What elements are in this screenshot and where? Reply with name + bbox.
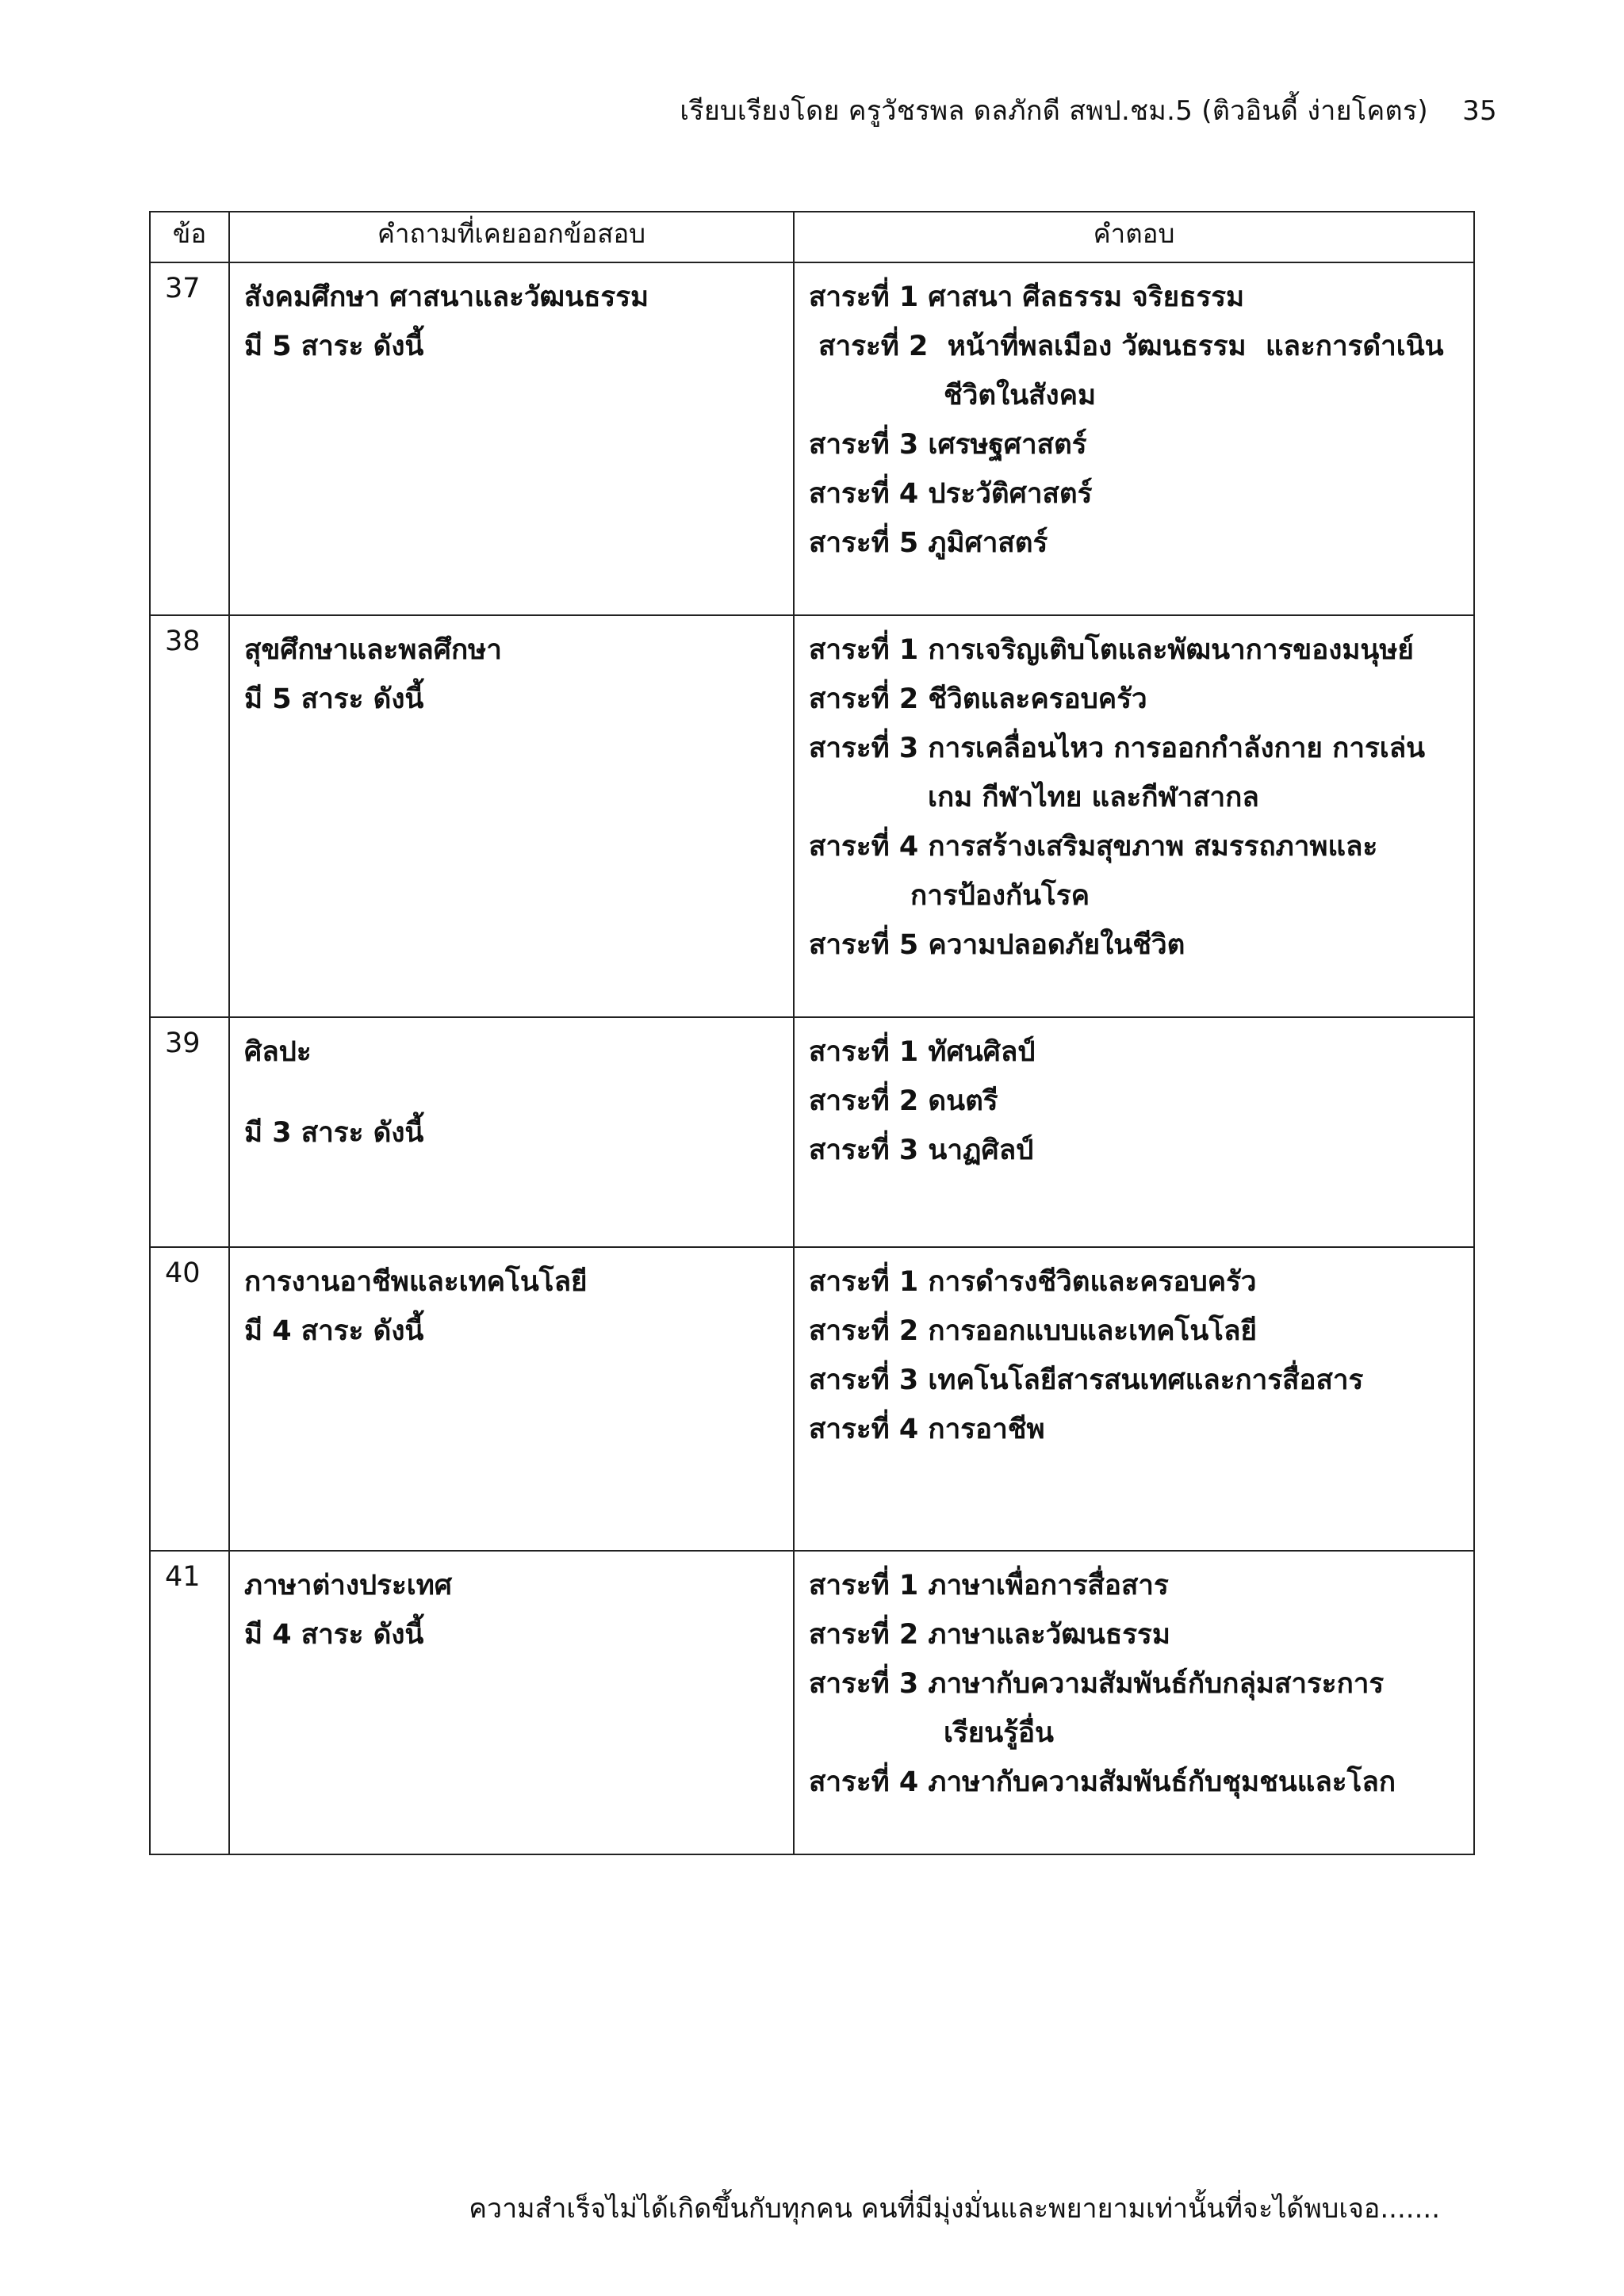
subject-title: ภาษาต่างประเทศ bbox=[244, 1570, 452, 1601]
answer-line-continued: การป้องกันโรค bbox=[910, 880, 1090, 912]
subject-title: ศิลปะ bbox=[244, 1036, 312, 1068]
answer-line: สาระที่ 4 การสร้างเสริมสุขภาพ สมรรถภาพและ bbox=[809, 831, 1378, 863]
answer-line: สาระที่ 4 การอาชีพ bbox=[809, 1414, 1045, 1445]
subject-count: มี 5 สาระ ดังนี้ bbox=[244, 331, 424, 362]
answer-cell bbox=[794, 1551, 1474, 1854]
table-row bbox=[150, 1017, 1474, 1247]
column-header-no: ข้อ bbox=[150, 212, 229, 262]
answer-line: สาระที่ 2 ภาษาและวัฒนธรรม bbox=[809, 1619, 1170, 1651]
table-row bbox=[150, 615, 1474, 1017]
question-cell bbox=[229, 615, 794, 1017]
answer-line: สาระที่ 1 ภาษาเพื่อการสื่อสาร bbox=[809, 1570, 1169, 1601]
column-header-question: คำถามที่เคยออกข้อสอบ bbox=[229, 212, 794, 262]
answer-line: สาระที่ 3 นาฏศิลป์ bbox=[809, 1135, 1034, 1166]
answer-line: สาระที่ 5 ความปลอดภัยในชีวิต bbox=[809, 929, 1185, 961]
question-cell bbox=[229, 262, 794, 615]
question-cell bbox=[229, 1551, 794, 1854]
table-header-row bbox=[150, 212, 1474, 262]
question-cell bbox=[229, 1247, 794, 1551]
answer-line: สาระที่ 1 ทัศนศิลป์ bbox=[809, 1036, 1036, 1068]
subject-title: สุขศึกษาและพลศึกษา bbox=[244, 634, 502, 666]
row-number: 40 bbox=[150, 1247, 229, 1551]
subject-count: มี 4 สาระ ดังนี้ bbox=[244, 1619, 424, 1651]
answer-line: สาระที่ 1 การเจริญเติบโตและพัฒนาการของมนุษย์ bbox=[809, 634, 1414, 666]
answer-line: สาระที่ 2 ชีวิตและครอบครัว bbox=[809, 683, 1147, 715]
table-row bbox=[150, 262, 1474, 615]
answer-cell bbox=[794, 1247, 1474, 1551]
answer-line: สาระที่ 1 การดำรงชีวิตและครอบครัว bbox=[809, 1266, 1257, 1298]
row-number: 37 bbox=[150, 262, 229, 615]
row-number: 41 bbox=[150, 1551, 229, 1854]
row-number: 38 bbox=[150, 615, 229, 1017]
answer-line-continued: เกม กีฬาไทย และกีฬาสากล bbox=[928, 782, 1259, 813]
answer-line: สาระที่ 3 ภาษากับความสัมพันธ์กับกลุ่มสาระการ bbox=[809, 1668, 1385, 1700]
answer-cell bbox=[794, 262, 1474, 615]
table-row bbox=[150, 1247, 1474, 1551]
table-row bbox=[150, 1551, 1474, 1854]
page-footer: ความสำเร็จไม่ได้เกิดขึ้นกับทุกคน คนที่มีมุ่งมั่นและพยายามเท่านั้นที่จะได้พบเจอ....... bbox=[469, 2193, 1440, 2225]
page-header bbox=[680, 89, 1497, 132]
answer-cell bbox=[794, 1017, 1474, 1247]
answer-line: สาระที่ 4 ภาษากับความสัมพันธ์กับชุมชนและโลก bbox=[809, 1766, 1396, 1798]
question-cell bbox=[229, 1017, 794, 1247]
answer-line: สาระที่ 3 เศรษฐศาสตร์ bbox=[809, 429, 1087, 461]
qa-table bbox=[149, 211, 1475, 1855]
answer-line: สาระที่ 3 เทคโนโลยีสารสนเทศและการสื่อสาร bbox=[809, 1364, 1364, 1396]
answer-line: สาระที่ 1 ศาสนา ศีลธรรม จริยธรรม bbox=[809, 281, 1245, 313]
answer-line-continued: เรียนรู้อื่น bbox=[944, 1717, 1054, 1749]
page-number: 35 bbox=[1462, 95, 1497, 127]
answer-line: สาระที่ 2 ดนตรี bbox=[809, 1085, 998, 1117]
subject-count: มี 3 สาระ ดังนี้ bbox=[244, 1117, 424, 1149]
answer-line: สาระที่ 2 หน้าที่พลเมือง วัฒนธรรม และการดำเนิน bbox=[809, 331, 1444, 362]
answer-line: สาระที่ 2 การออกแบบและเทคโนโลยี bbox=[809, 1315, 1258, 1347]
subject-count: มี 4 สาระ ดังนี้ bbox=[244, 1315, 424, 1347]
header-text: เรียบเรียงโดย ครูวัชรพล ดลภักดี สพป.ชม.5 (ติวอินดี้ ง่ายโคตร) bbox=[680, 95, 1429, 127]
subject-title: การงานอาชีพและเทคโนโลยี bbox=[244, 1266, 588, 1298]
answer-cell bbox=[794, 615, 1474, 1017]
row-number: 39 bbox=[150, 1017, 229, 1247]
subject-count: มี 5 สาระ ดังนี้ bbox=[244, 683, 424, 715]
answer-line: สาระที่ 5 ภูมิศาสตร์ bbox=[809, 527, 1048, 559]
subject-title: สังคมศึกษา ศาสนาและวัฒนธรรม bbox=[244, 281, 649, 313]
answer-line-continued: ชีวิตในสังคม bbox=[944, 380, 1097, 411]
answer-line: สาระที่ 3 การเคลื่อนไหว การออกกำลังกาย การเล่น bbox=[809, 733, 1426, 764]
column-header-answer: คำตอบ bbox=[794, 212, 1474, 262]
answer-line: สาระที่ 4 ประวัติศาสตร์ bbox=[809, 478, 1093, 510]
